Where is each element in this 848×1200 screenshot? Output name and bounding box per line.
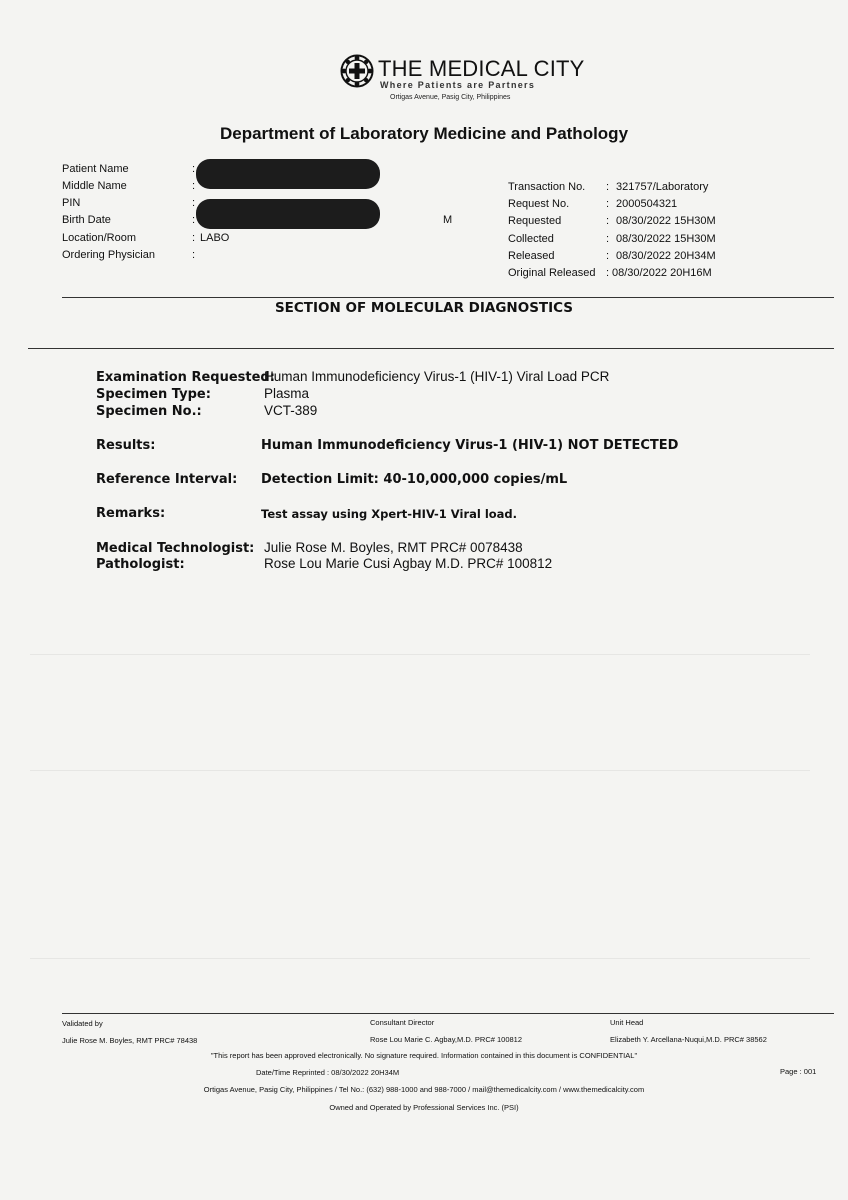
page-number: Page : 001 [780,1067,817,1076]
released-label: Released [508,250,555,262]
specimen-no-value: VCT-389 [264,403,318,418]
colon: : [606,250,610,262]
pathologist-value: Rose Lou Marie Cusi Agbay M.D. PRC# 100812 [264,556,553,571]
pathologist-label: Pathologist: [96,557,185,572]
reference-interval-value: Detection Limit: 40-10,000,000 copies/mL [261,472,568,487]
bleed-through-line [30,654,810,655]
divider [28,348,834,349]
brand-address: Ortigas Avenue, Pasig City, Philippines [390,94,511,101]
bleed-through-line [30,770,810,771]
footer-divider [62,1013,834,1014]
colon: : [192,180,196,192]
reference-interval-label: Reference Interval: [96,472,238,487]
colon: : [192,214,196,226]
colon: : [606,267,610,279]
remarks-value: Test assay using Xpert-HIV-1 Viral load. [261,507,518,521]
divider [62,297,834,298]
colon: : [606,198,610,210]
brand-tagline: Where Patients are Partners [380,80,536,90]
remarks-label: Remarks: [96,506,166,521]
confidential-notice: "This report has been approved electronically. No signature required. Information contained in this document is CONFIDENTIAL" [210,1051,638,1060]
specimen-type-value: Plasma [264,386,310,401]
unit-head-label: Unit Head [610,1018,644,1027]
specimen-type-label: Specimen Type: [96,387,211,402]
colon: : [606,233,610,245]
original-released-value: 08/30/2022 20H16M [612,267,712,279]
physician-label: Ordering Physician [62,249,155,261]
colon: : [192,163,196,175]
colon: : [606,181,610,193]
reprinted-datetime: Date/Time Reprinted : 08/30/2022 20H34M [256,1068,400,1077]
middle-name-label: Middle Name [62,180,127,192]
requested-value: 08/30/2022 15H30M [616,215,716,227]
validated-by-name: Julie Rose M. Boyles, RMT PRC# 78438 [62,1036,198,1045]
sex-value: M [443,214,453,226]
collected-label: Collected [508,233,554,245]
colon: : [192,249,196,261]
validated-by-label: Validated by [62,1019,103,1028]
section-title: SECTION OF MOLECULAR DIAGNOSTICS [274,300,574,316]
results-value: Human Immunodeficiency Virus-1 (HIV-1) NOT DETECTED [261,438,679,453]
request-no-label: Request No. [508,198,570,210]
unit-head-name: Elizabeth Y. Arcellana-Nuqui,M.D. PRC# 38562 [610,1035,767,1044]
transaction-no-value: 321757/Laboratory [616,181,709,193]
hospital-logo [340,54,600,112]
requested-label: Requested [508,215,562,227]
consultant-director-name: Rose Lou Marie C. Agbay,M.D. PRC# 100812 [370,1035,523,1044]
redacted-name-block [196,159,380,189]
location-value: LABO [200,232,230,244]
medtech-value: Julie Rose M. Boyles, RMT PRC# 0078438 [264,540,523,555]
colon: : [192,232,196,244]
brand-name: THE MEDICAL CITY [378,56,585,81]
pin-label: PIN [62,197,81,209]
medtech-label: Medical Technologist: [96,541,255,556]
exam-requested-value: Human Immunodeficiency Virus-1 (HIV-1) Viral Load PCR [264,369,610,384]
request-no-value: 2000504321 [616,198,678,210]
contact-line: Ortigas Avenue, Pasig City, Philippines / Tel No.: (632) 988-1000 and 988-7000 / mail@themedicalcity.com / www.themedicalcity.com [203,1085,645,1094]
bleed-through-line [30,958,810,959]
consultant-director-label: Consultant Director [370,1018,435,1027]
birth-date-label: Birth Date [62,214,111,226]
owned-operated-line: Owned and Operated by Professional Services Inc. (PSI) [329,1103,519,1112]
original-released-label: Original Released [508,267,596,279]
colon: : [192,197,196,209]
colon: : [606,215,610,227]
redacted-pin-block [196,199,380,229]
collected-value: 08/30/2022 15H30M [616,233,716,245]
transaction-no-label: Transaction No. [508,181,586,193]
medical-city-seal-icon [340,54,374,88]
location-label: Location/Room [62,232,136,244]
patient-name-label: Patient Name [62,163,129,175]
results-label: Results: [96,438,156,453]
released-value: 08/30/2022 20H34M [616,250,716,262]
specimen-no-label: Specimen No.: [96,404,202,419]
exam-requested-label: Examination Requested: [96,370,275,385]
department-title: Department of Laboratory Medicine and Pathology [219,124,629,143]
